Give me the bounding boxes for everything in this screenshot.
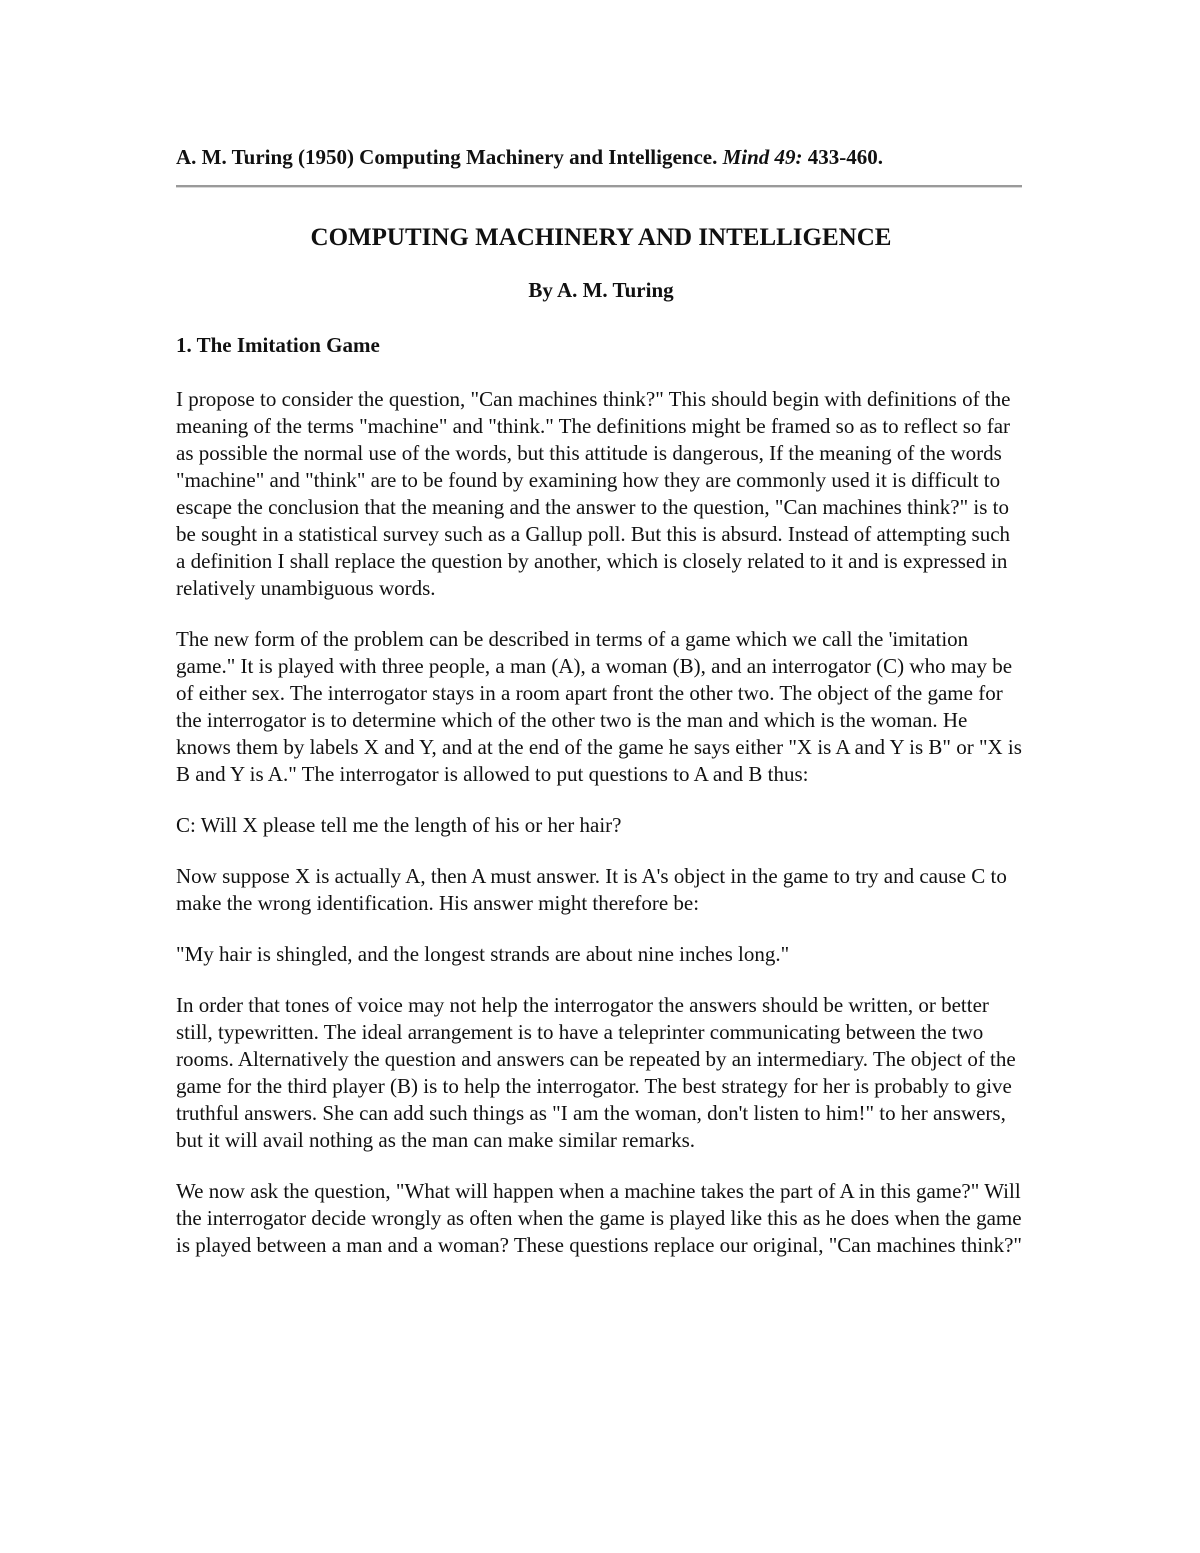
section-heading: 1. The Imitation Game <box>176 333 380 357</box>
document-page <box>176 142 1026 1259</box>
horizontal-rule <box>176 185 1022 188</box>
paragraph-2: The new form of the problem can be described in terms of a game which we call the 'imitation game." It is played with three people, a man (A), a woman (B), and an interrogator (C) who may be of either sex. The interrogator stays in a room apart front the other two. The object of the game for the interrogator is to determine which of the other two is the man and which is the woman. He knows them by labels X and Y, and at the end of the game he says either "X is A and Y is B" or "X is B and Y is A." The interrogator is allowed to put questions to A and B thus: <box>176 627 1022 786</box>
paragraph-3-question: C: Will X please tell me the length of his or her hair? <box>176 813 622 837</box>
paragraph-1: I propose to consider the question, "Can machines think?" This should begin with definitions of the meaning of the terms "machine" and "think." The definitions might be framed so as to reflect so far as possible the normal use of the words, but this attitude is dangerous, If the meaning of the words "machine" and "think" are to be found by examining how they are commonly used it is difficult to escape the conclusion that the meaning and the answer to the question, "Can machines think?" is to be sought in a statistical survey such as a Gallup poll. But this is absurd. Instead of attempting such a definition I shall replace the question by another, which is closely related to it and is expressed in relatively unambiguous words. <box>176 387 1011 600</box>
paragraph-6: In order that tones of voice may not help the interrogator the answers should be written, or better still, typewritten. The ideal arrangement is to have a teleprinter communicating between the two rooms. Alternatively the question and answers can be repeated by an intermediary. The object of the game for the third player (B) is to help the interrogator. The best strategy for her is probably to give truthful answers. She can add such things as "I am the woman, don't listen to him!" to her answers, but it will avail nothing as the man can make similar remarks. <box>176 993 1016 1152</box>
byline: By A. M. Turing <box>528 278 674 302</box>
paragraph-7: We now ask the question, "What will happen when a machine takes the part of A in this game?" Will the interrogator decide wrongly as often when the game is played like this as he does when the game is played between a man and a woman? These questions replace our original, "Can machines think?" <box>176 1179 1022 1257</box>
citation-pages: 433-460. <box>807 145 884 169</box>
paragraph-4: Now suppose X is actually A, then A must answer. It is A's object in the game to try and cause C to make the wrong identification. His answer might therefore be: <box>176 864 1007 915</box>
paper-title: COMPUTING MACHINERY AND INTELLIGENCE <box>310 224 892 251</box>
citation-line <box>176 142 1026 172</box>
citation-prefix: A. M. Turing (1950) Computing Machinery and Intelligence. <box>176 145 718 169</box>
paragraph-5-answer: "My hair is shingled, and the longest strands are about nine inches long." <box>176 942 790 966</box>
citation-journal: Mind 49: <box>722 145 803 169</box>
